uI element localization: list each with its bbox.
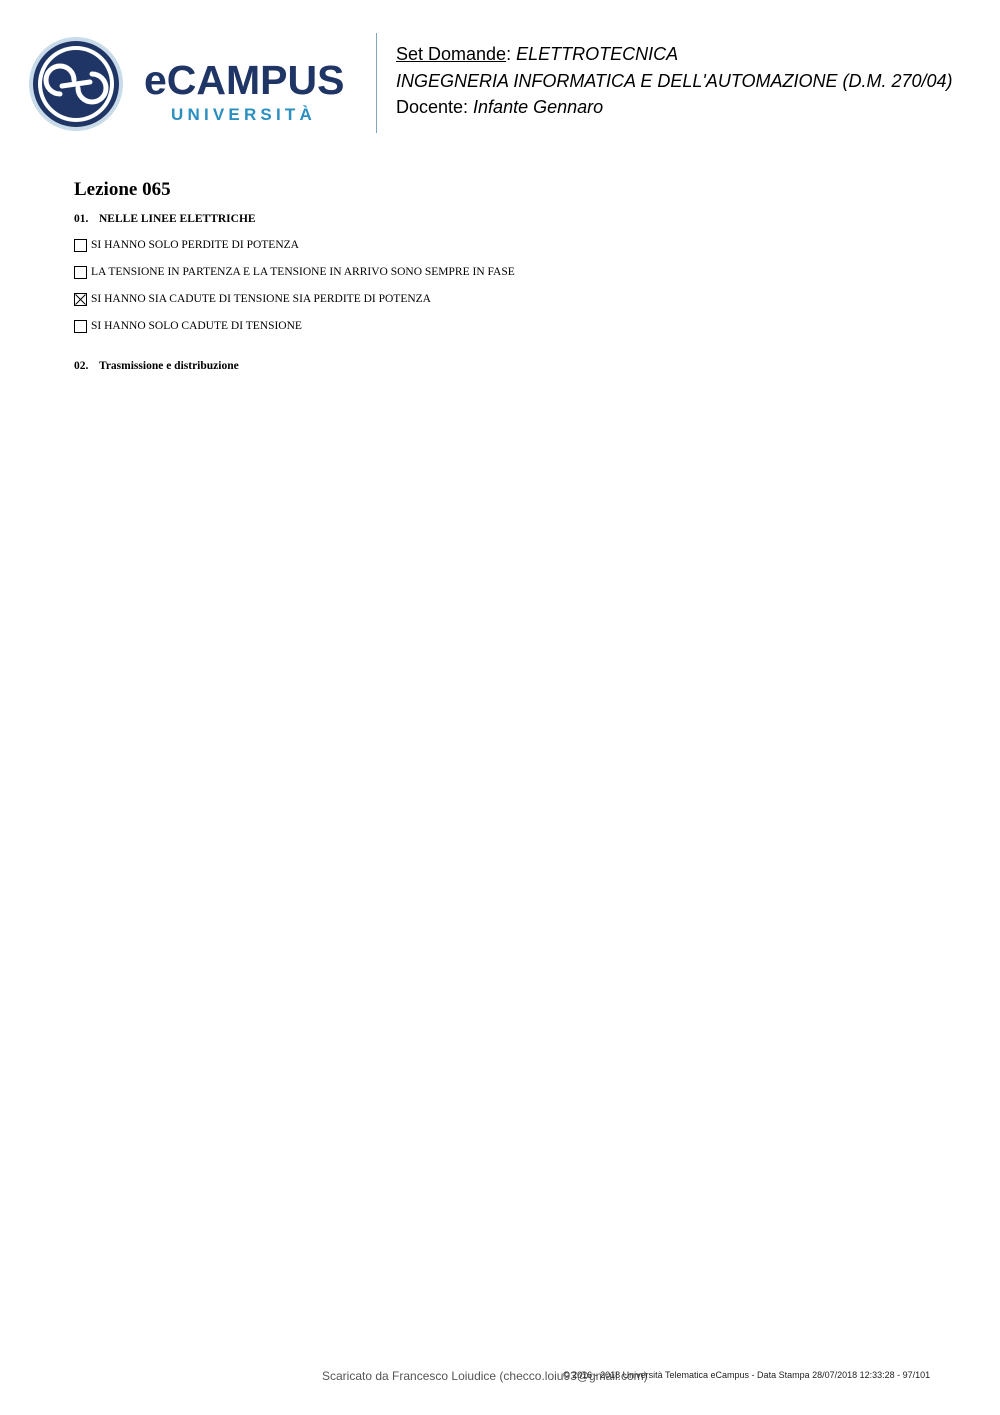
- answer-text: LA TENSIONE IN PARTENZA E LA TENSIONE IN ARRIVO SONO SEMPRE IN FASE: [91, 266, 515, 278]
- lesson-title: Lezione 065: [74, 179, 171, 200]
- ecampus-seal-icon: [28, 36, 124, 132]
- answer-text: SI HANNO SIA CADUTE DI TENSIONE SIA PERDITE DI POTENZA: [91, 293, 431, 305]
- answer-text: SI HANNO SOLO CADUTE DI TENSIONE: [91, 320, 302, 332]
- footer-download-note: Scaricato da Francesco Loiudice (checco.loiu93@gmail.com): [322, 1369, 648, 1383]
- teacher-line: [396, 94, 953, 121]
- answer-option-3[interactable]: [74, 291, 431, 307]
- course-name: ELETTROTECNICA: [516, 44, 679, 64]
- answer-option-2[interactable]: [74, 264, 515, 280]
- footer-copyright: © 2016 - 2018 Università Telematica eCampus - Data Stampa 28/07/2018 12:33:28 - 97/101: [563, 1370, 931, 1380]
- teacher-label: Docente:: [396, 97, 474, 117]
- teacher-name: Infante Gennaro: [473, 97, 604, 117]
- checkbox-cross-icon: [75, 294, 86, 305]
- question-02: [74, 359, 239, 373]
- checkbox-unchecked[interactable]: [74, 320, 87, 333]
- answer-option-4[interactable]: [74, 318, 302, 334]
- page-footer: [0, 1367, 1000, 1387]
- question-text: NELLE LINEE ELETTRICHE: [99, 213, 256, 225]
- header-info: [396, 41, 953, 121]
- answer-text: SI HANNO SOLO PERDITE DI POTENZA: [91, 239, 299, 251]
- brand-name: eCAMPUS: [144, 57, 345, 103]
- checkbox-unchecked[interactable]: [74, 239, 87, 252]
- question-text: Trasmissione e distribuzione: [99, 360, 239, 372]
- set-label: Set Domande: [396, 44, 507, 64]
- question-number: 01.: [74, 213, 89, 225]
- ecampus-logo: [28, 36, 358, 132]
- question-01: [74, 212, 256, 226]
- checkbox-unchecked[interactable]: [74, 266, 87, 279]
- brand-subtitle: UNIVERSITÀ: [171, 105, 316, 124]
- degree-name: INGEGNERIA INFORMATICA E DELL'AUTOMAZIONE (D.M. 270/04): [396, 70, 953, 91]
- set-separator: :: [506, 44, 517, 64]
- header-divider: [376, 33, 377, 133]
- set-line: [396, 41, 953, 68]
- question-number: 02.: [74, 360, 89, 372]
- checkbox-checked[interactable]: [74, 293, 87, 306]
- answer-option-1[interactable]: [74, 237, 299, 253]
